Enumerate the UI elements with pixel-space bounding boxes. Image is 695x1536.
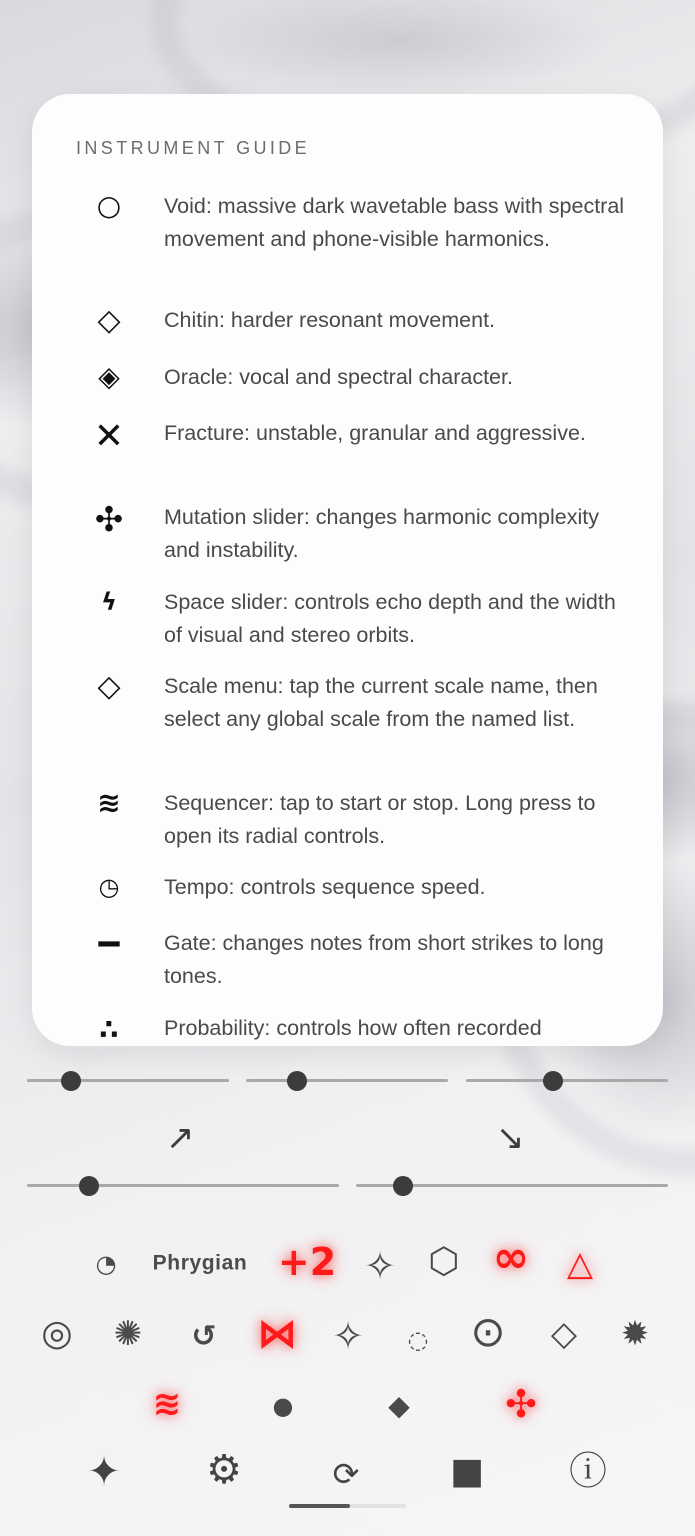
ring-icon: ○: [96, 189, 122, 222]
slider-track: [27, 1079, 229, 1082]
sparkle-icon[interactable]: ✧: [364, 1244, 396, 1288]
home-indicator-fill: [289, 1504, 350, 1508]
stop-button[interactable]: ■: [449, 1451, 485, 1492]
slider-knob[interactable]: [393, 1176, 413, 1196]
diamond-dot-icon: ◈: [98, 360, 120, 393]
slider-track: [246, 1079, 448, 1082]
settings-gear-icon[interactable]: ⚙: [206, 1447, 242, 1493]
refresh-icon[interactable]: ⟳: [332, 1455, 360, 1493]
hexagon-icon[interactable]: ⬡: [428, 1241, 460, 1282]
sequencer-wave-icon[interactable]: ≋: [152, 1384, 182, 1424]
arrow-up-right-icon: ↗: [166, 1118, 195, 1158]
burst-icon[interactable]: ✺: [113, 1314, 143, 1354]
dots-icon: ∴: [99, 1013, 119, 1046]
infinity-icon[interactable]: ∞: [492, 1232, 530, 1283]
tempo-button[interactable]: ◔: [95, 1250, 117, 1278]
info-icon[interactable]: ⓘ: [568, 1449, 608, 1493]
slider-knob[interactable]: [79, 1176, 99, 1196]
diamond-icon: ◇: [97, 669, 121, 704]
scale-menu-button[interactable]: Phrygian: [152, 1251, 248, 1275]
dotted-circle-icon[interactable]: ◌: [407, 1326, 429, 1354]
slider-knob[interactable]: [543, 1071, 563, 1091]
rotate-icon[interactable]: ↺: [191, 1319, 217, 1354]
bowtie-icon[interactable]: ⋈: [257, 1311, 297, 1357]
bolt-icon: ϟ: [101, 588, 117, 616]
arrow-down-right-icon: ↘: [496, 1118, 525, 1158]
instrument-guide-panel[interactable]: INSTRUMENT GUIDE ○ Void: massive dark wavetable bass with spectral movement and phone-visible harmonics. ◇ Chitin: harder resonant movement. ◈ Oracle: vocal and spectral character. ✕ Fracture: unstable, granular and aggressive. ✣ Mutation slider: changes harmonic complexity and instability. ϟ Space slider: controls echo depth and the width of visual and stereo orbits. ◇ Scale menu: tap the current scale name, then select any global scale from the named list. ≋ Sequencer: tap to start or stop. Long press to open its radial controls. ◷ Tempo: controls sequence speed. ▬ Gate: changes notes from short strikes to long tones. ∴ Probability: controls how often recorded: [32, 94, 663, 1046]
clover-icon: ✣: [94, 500, 124, 540]
space-slider[interactable]: [246, 1079, 448, 1082]
target-icon[interactable]: ◎: [41, 1313, 73, 1354]
filled-diamond-icon[interactable]: ◆: [388, 1389, 410, 1422]
cross-icon: ✕: [93, 416, 125, 457]
star-nav-button[interactable]: ✦: [87, 1449, 121, 1495]
third-slider[interactable]: [466, 1079, 668, 1082]
lower-right-slider[interactable]: [356, 1184, 668, 1187]
clover-icon[interactable]: ✣: [505, 1382, 537, 1426]
sparkle-icon[interactable]: ✧: [332, 1314, 364, 1358]
diamond-icon: ◇: [97, 303, 121, 338]
dash-icon: ▬: [95, 934, 123, 951]
dot-icon[interactable]: ●: [272, 1392, 294, 1420]
mutation-slider[interactable]: [27, 1079, 229, 1082]
circle-dot-icon[interactable]: ⊙: [470, 1307, 506, 1356]
slider-track: [27, 1184, 339, 1187]
slider-knob[interactable]: [61, 1071, 81, 1091]
triangle-icon[interactable]: △: [566, 1244, 594, 1284]
slider-track: [466, 1079, 668, 1082]
wave-icon: ≋: [97, 786, 121, 819]
star-burst-icon[interactable]: ✹: [620, 1314, 650, 1354]
lower-left-slider[interactable]: [27, 1184, 339, 1187]
diamond-icon[interactable]: ◇: [550, 1314, 578, 1354]
guide-title: INSTRUMENT GUIDE: [76, 138, 311, 158]
home-indicator: [289, 1504, 406, 1508]
clock-icon: ◷: [98, 873, 120, 901]
slider-knob[interactable]: [287, 1071, 307, 1091]
octave-button[interactable]: +2: [277, 1240, 337, 1284]
